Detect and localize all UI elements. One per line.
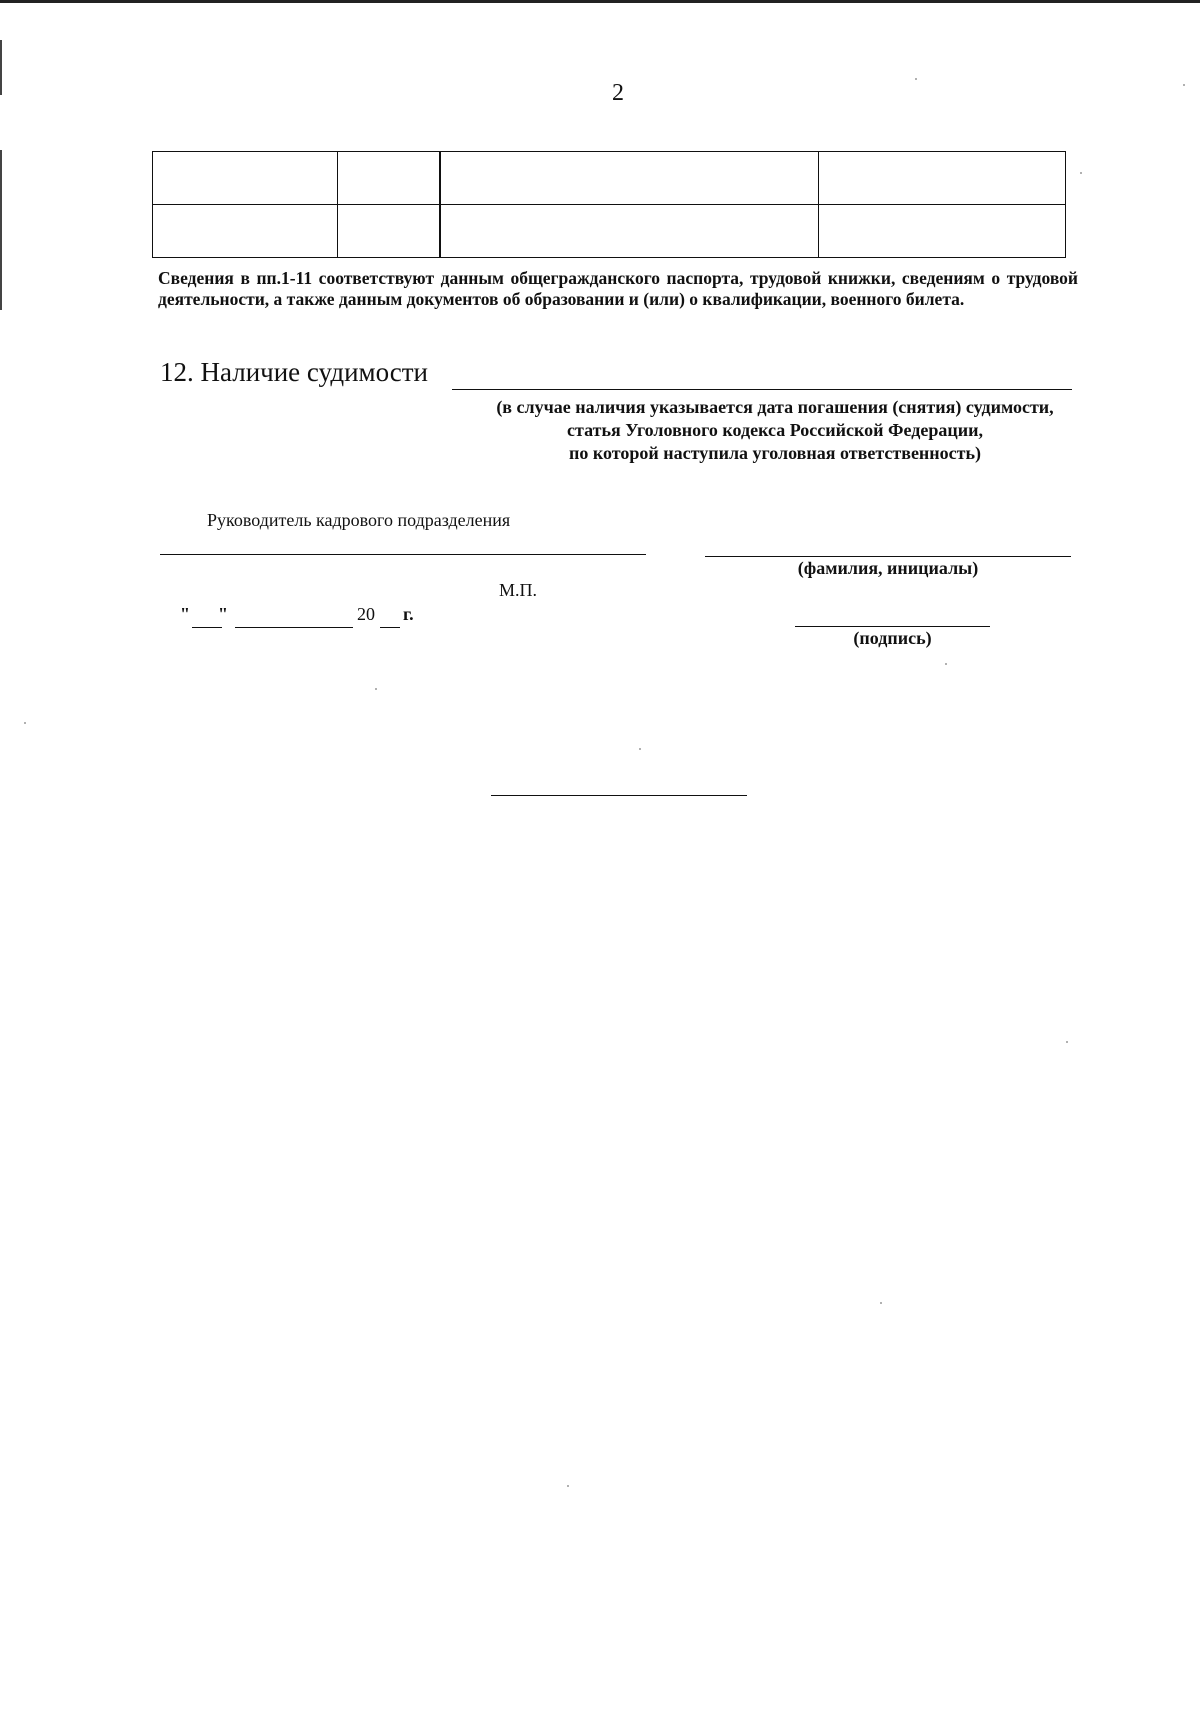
table-cell (152, 151, 338, 205)
date-year-prefix: 20 (357, 604, 375, 624)
table-cell (439, 204, 819, 258)
table-row (152, 204, 1067, 258)
stamp-label: М.П. (499, 580, 538, 600)
criminal-record-hint-line2: статья Уголовного кодекса Российской Федерации, (567, 420, 983, 440)
table-cell (818, 204, 1066, 258)
criminal-record-hint-line3: по которой наступила уголовная ответственность) (568, 443, 982, 463)
signature-field[interactable] (795, 626, 990, 627)
table-cell (152, 204, 338, 258)
closing-rule (491, 795, 747, 796)
table-cell (818, 151, 1066, 205)
scan-speck (1080, 172, 1082, 174)
date-quote-close: " (218, 604, 228, 624)
criminal-record-hint-line1: (в случае наличия указывается дата погашения (снятия) судимости, (496, 397, 1054, 417)
scan-speck (880, 1302, 882, 1304)
documents-note: Сведения в пп.1-11 соответствуют данным общегражданского паспорта, трудовой книжки, сведениям о трудовой деятельности, а также данным документов об образовании и (или) о квалификации, военного билета. (158, 268, 1078, 309)
scan-speck (1066, 1041, 1068, 1043)
scan-speck (375, 688, 377, 690)
table-cell (337, 204, 441, 258)
criminal-record-field[interactable] (452, 389, 1072, 390)
scan-edge-mark (0, 150, 2, 310)
scan-speck (24, 722, 26, 724)
hr-head-signature-field[interactable] (160, 554, 646, 555)
hr-head-label: Руководитель кадрового подразделения (207, 510, 511, 530)
scan-speck (567, 1485, 569, 1487)
table-cell (337, 151, 441, 205)
scan-speck (1183, 84, 1185, 86)
page-number: 2 (612, 80, 624, 106)
date-day-field[interactable] (192, 627, 222, 628)
table-cell (439, 151, 819, 205)
date-year-field[interactable] (380, 627, 400, 628)
scan-speck (945, 663, 947, 665)
date-month-field[interactable] (235, 627, 353, 628)
scan-speck (915, 78, 917, 80)
signature-hint: (подпись) (853, 628, 932, 648)
hr-head-name-field[interactable] (705, 556, 1071, 557)
table-row (152, 151, 1067, 205)
name-hint: (фамилия, инициалы) (797, 558, 979, 578)
date-year-suffix: г. (403, 604, 414, 624)
criminal-record-label: 12. Наличие судимости (160, 357, 429, 387)
page-top-border (0, 0, 1200, 3)
scan-speck (639, 748, 641, 750)
date-quote-open: " (180, 604, 190, 624)
